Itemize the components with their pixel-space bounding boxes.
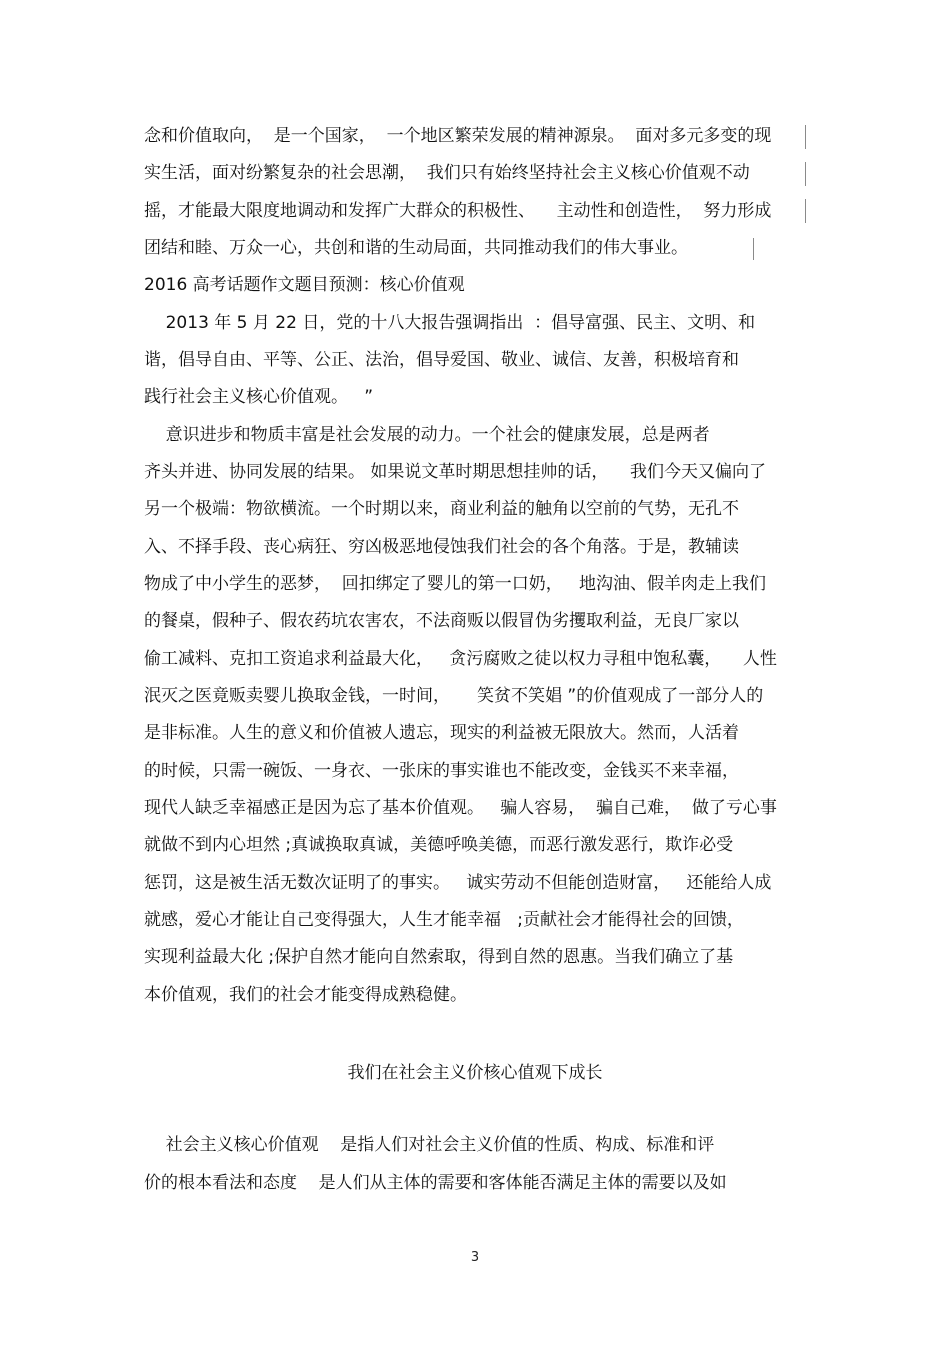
text-line: 另一个极端：物欲横流。一个时期以来，商业利益的触角以空前的气势，无孔不 (144, 499, 739, 519)
margin-rule (805, 162, 806, 186)
text-line: 践行社会主义核心价值观。 ” (144, 387, 374, 407)
margin-rule (805, 125, 806, 149)
text-line: 就做不到内心坦然 ;真诚换取真诚，美德呼唤美德，而恶行激发恶行，欺诈必受 (144, 835, 734, 855)
section-title: 我们在社会主义价核心值观下成长 (347, 1063, 603, 1083)
text-line: 团结和睦、万众一心，共创和谐的生动局面，共同推动我们的伟大事业。 (144, 238, 688, 258)
margin-rule (805, 199, 806, 223)
text-line: 意识进步和物质丰富是社会发展的动力。一个社会的健康发展，总是两者 (144, 425, 710, 445)
text-line: 2013 年 5 月 22 日，党的十八大报告强调指出 ：倡导富强、民主、文明、和 (144, 313, 756, 333)
text-line: 是非标准。人生的意义和价值被人遗忘，现实的利益被无限放大。然而，人活着 (144, 723, 739, 743)
text-line: 入、不择手段、丧心病狂、穷凶极恶地侵蚀我们社会的各个角落。于是，教辅读 (144, 537, 739, 557)
text-line: 偷工减料、克扣工资追求利益最大化， 贪污腐败之徒以权力寻租中饱私囊， 人性 (144, 649, 777, 669)
text-line: 的餐桌，假种子、假农药坑农害农，不法商贩以假冒伪劣攫取利益，无良厂家以 (144, 611, 739, 631)
text-line: 现代人缺乏幸福感正是因为忘了基本价值观。 骗人容易， 骗自己难， 做了亏心事 (144, 798, 777, 818)
text-line: 的时候，只需一碗饭、一身衣、一张床的事实谁也不能改变，金钱买不来幸福， (144, 761, 739, 781)
text-line: 泯灭之医竟贩卖婴儿换取金钱，一时间， 笑贫不笑娼 ”的价值观成了一部分人的 (144, 686, 764, 706)
text-line: 就感，爱心才能让自己变得强大，人生才能幸福 ;贡献社会才能得社会的回馈， (144, 910, 744, 930)
text-line: 惩罚，这是被生活无数次证明了的事实。 诚实劳动不但能创造财富， 还能给人成 (144, 873, 772, 893)
margin-rule (753, 238, 754, 260)
page-number: 3 (470, 1250, 480, 1265)
text-line: 谐，倡导自由、平等、公正、法治，倡导爱国、敬业、诚信、友善，积极培育和 (144, 350, 739, 370)
text-line: 摇，才能最大限度地调动和发挥广大群众的积极性、 主动性和创造性， 努力形成 (144, 201, 772, 221)
essay-heading: 2016 高考话题作文题目预测：核心价值观 (144, 275, 465, 295)
text-line: 社会主义核心价值观 是指人们对社会主义价值的性质、构成、标准和评 (144, 1135, 715, 1155)
text-line: 物成了中小学生的恶梦， 回扣绑定了婴儿的第一口奶， 地沟油、假羊肉走上我们 (144, 574, 767, 594)
text-line: 价的根本看法和态度 是人们从主体的需要和客体能否满足主体的需要以及如 (144, 1173, 727, 1193)
text-line: 实现利益最大化 ;保护自然才能向自然索取，得到自然的恩惠。当我们确立了基 (144, 947, 734, 967)
text-line: 念和价值取向， 是一个国家， 一个地区繁荣发展的精神源泉。 面对多元多变的现 (144, 126, 772, 146)
text-line: 齐头并进、协同发展的结果。 如果说文革时期思想挂帅的话， 我们今天又偏向了 (144, 462, 767, 482)
text-line: 实生活，面对纷繁复杂的社会思潮， 我们只有始终坚持社会主义核心价值观不动 (144, 163, 750, 183)
text-line: 本价值观，我们的社会才能变得成熟稳健。 (144, 985, 467, 1005)
